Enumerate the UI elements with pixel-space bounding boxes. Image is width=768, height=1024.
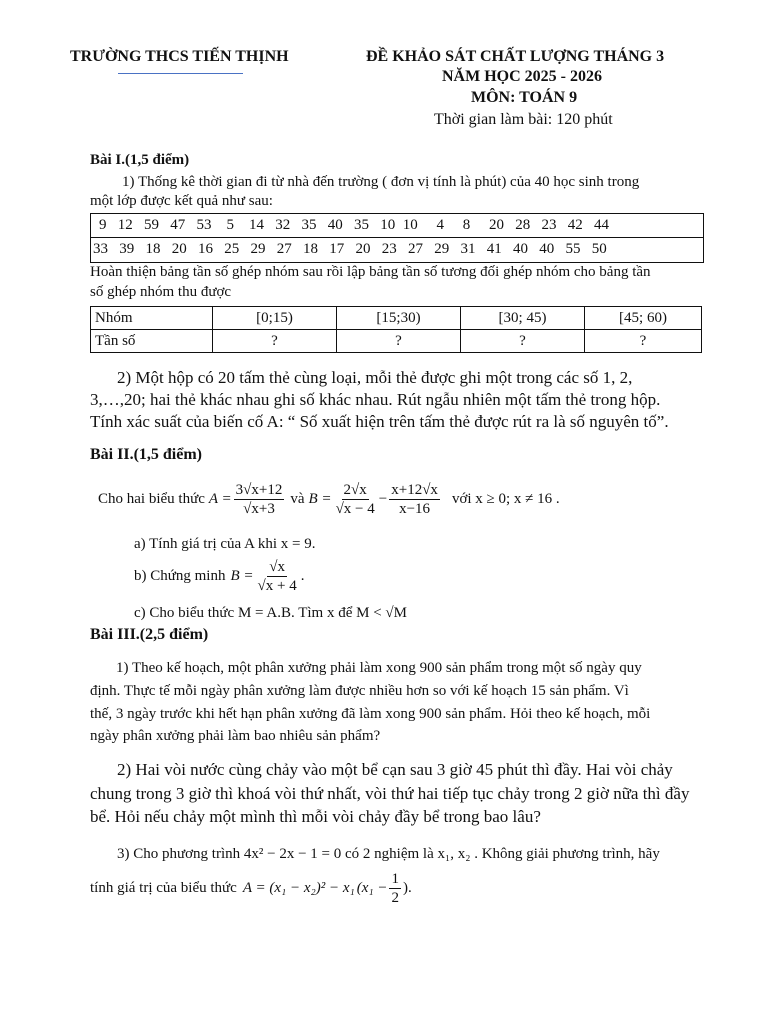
frequency-table [90,306,702,353]
table-cell: Tần số [91,330,213,353]
minus-sign: − [378,490,388,507]
bai3-q2-line1: 2) Hai vòi nước cùng chảy vào một bể cạn sau 3 giờ 45 phút thì đầy. Hai vòi chảy [117,760,673,779]
bai1-q1-line1: 1) Thống kê thời gian đi từ nhà đến trường ( đơn vị tính là phút) của 40 học sinh trong [122,174,640,190]
q3-expr-end: ). [402,879,412,896]
table-cell: ? [585,330,702,353]
data-table [90,213,704,263]
table-cell: [15;30) [337,307,461,330]
bai1-instr-line1: Hoàn thiện bảng tần số ghép nhóm sau rồi lập bảng tần số tương đối ghép nhóm cho bảng tần [90,264,651,280]
bai3-q2-line2: chung trong 3 giờ thì khoá vòi thứ nhất, vòi thứ hai tiếp tục chảy trong 2 giờ nữa thì đầy [90,784,690,803]
exam-title: ĐỀ KHẢO SÁT CHẤT LƯỢNG THÁNG 3 [366,48,665,65]
qb-eq: B = [230,567,254,584]
expr-a-fraction [234,481,285,518]
expr-a-numerator: 3√x+12 [235,481,283,498]
section-title-bai3: Bài III.(2,5 điểm) [90,626,209,643]
condition: với x ≥ 0; x ≠ 16 . [451,490,560,507]
q3-half-fraction [389,870,401,907]
table-cell: ? [213,330,337,353]
table-row [91,330,702,353]
table-cell: ? [337,330,461,353]
expr-b-fraction-1 [334,481,377,518]
q3-text: tính giá trị của biểu thức [90,879,237,896]
expr-b-fraction-2 [389,481,440,518]
table-cell: [30; 45) [461,307,585,330]
qb-denominator: √x + 4 [257,577,297,594]
data-row-1: 9 12 59 47 53 5 14 32 35 40 35 10 10 4 8 20 28 23 42 44 [99,217,609,233]
section-title-bai2: Bài II.(1,5 điểm) [90,446,202,463]
q3-half-numerator: 1 [391,870,399,887]
bai1-q1-line2: một lớp được kết quả như sau: [90,193,273,209]
bai3-q1-line3: thế, 3 ngày trước khi hết hạn phân xưởng đã làm xong 900 sản phẩm. Hỏi theo kế hoạch, mỗi [90,706,651,722]
q3-expr-start: A = (x₁ − x₂)² − x₁ [242,879,355,896]
header-underline [118,73,243,74]
expr-a-label: A = [208,490,232,507]
bai2-expressions [98,478,560,520]
bai2-qa: a) Tính giá trị của A khi x = 9. [134,536,316,552]
table-cell: [45; 60) [585,307,702,330]
school-name: TRƯỜNG THCS TIẾN THỊNH [70,48,289,65]
expr-b-denominator-1: √x − 4 [335,500,375,517]
bai1-q2-line3: Tính xác suất của biến cố A: “ Số xuất hiện trên tấm thẻ được rút ra là số nguyên tố”. [90,412,669,431]
table-cell: ? [461,330,585,353]
school-year: NĂM HỌC 2025 - 2026 [442,68,602,85]
bai3-q1-line2: định. Thực tế mỗi ngày phân xưởng làm được nhiều hơn so với kế hoạch 15 sản phẩm. Vì [90,683,629,699]
expr-a-denominator: √x+3 [243,500,275,517]
qb-period: . [300,567,305,584]
bai1-instr-line2: số ghép nhóm thu được [90,284,232,300]
expr-b-label: B = [308,490,332,507]
qb-fraction [256,558,299,595]
section-title-bai1: Bài I.(1,5 điểm) [90,152,190,168]
bai3-q1-line1: 1) Theo kế hoạch, một phân xưởng phải làm xong 900 sản phẩm trong một số ngày quy [116,660,642,676]
q3-half-denominator: 2 [391,889,399,906]
q3-expr-paren: (x₁ − [356,879,388,896]
data-table-divider [91,237,703,238]
qb-text: b) Chứng minh [134,567,226,584]
data-row-2: 33 39 18 20 16 25 29 27 18 17 20 23 27 29 31 41 40 40 55 50 [93,241,607,257]
expr-b-denominator-2: x−16 [399,500,431,517]
table-row [91,307,702,330]
subject: MÔN: TOÁN 9 [471,89,578,106]
expr-b-numerator-1: 2√x [343,481,367,498]
duration: Thời gian làm bài: 120 phút [434,111,613,128]
and-word: và [290,490,305,507]
bai2-qb [134,555,304,597]
bai3-q3-line2 [90,868,412,908]
bai2-qc: c) Cho biểu thức M = A.B. Tìm x để M < √M [134,605,407,621]
bai1-q2-line1: 2) Một hộp có 20 tấm thẻ cùng loại, mỗi thẻ được ghi một trong các số 1, 2, [117,368,633,387]
bai1-q2-line2: 3,…,20; hai thẻ khác nhau ghi số khác nhau. Rút ngẫu nhiên một tấm thẻ trong hộp. [90,390,661,409]
table-cell: Nhóm [91,307,213,330]
expr-b-numerator-2: x+12√x [391,481,438,498]
bai3-q2-line3: bể. Hỏi nếu chảy một mình thì mỗi vòi chảy đầy bể trong bao lâu? [90,807,541,826]
bai3-q3-line1: 3) Cho phương trình 4x² − 2x − 1 = 0 có 2 nghiệm là x₁, x₂ . Không giải phương trình, hãy [117,846,660,862]
bai3-q1-line4: ngày phân xưởng phải làm bao nhiêu sản phẩm? [90,728,381,744]
bai2-intro: Cho hai biểu thức [98,490,205,507]
qb-numerator: √x [269,558,285,575]
table-cell: [0;15) [213,307,337,330]
